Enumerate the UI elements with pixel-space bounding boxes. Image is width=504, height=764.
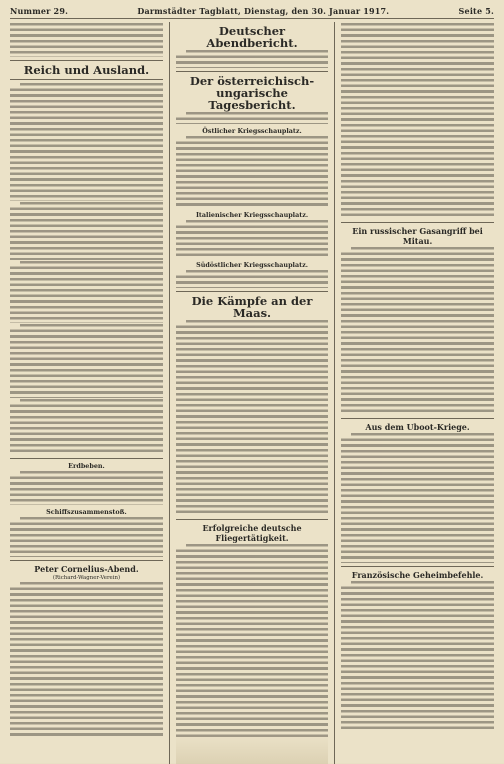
divider xyxy=(341,222,494,223)
divider xyxy=(176,71,329,72)
middle-column xyxy=(176,22,329,764)
article-text xyxy=(341,247,494,415)
article-text xyxy=(10,582,163,738)
heading-oestlicher-kriegsschauplatz: Östlicher Kriegsschauplatz. xyxy=(202,127,302,135)
divider xyxy=(341,418,494,419)
divider xyxy=(341,566,494,567)
subheading-peter-cornelius: (Richard-Wagner-Verein) xyxy=(52,575,121,581)
left-column xyxy=(10,22,163,764)
article-text xyxy=(10,471,163,505)
article-text xyxy=(176,220,329,258)
page-number: Seite 5. xyxy=(458,6,494,16)
masthead xyxy=(10,6,494,19)
right-column xyxy=(341,22,494,764)
article-text xyxy=(341,23,494,219)
article-text xyxy=(341,581,494,731)
article-text xyxy=(176,270,329,288)
issue-number: Nummer 29. xyxy=(10,6,69,16)
heading-franzoesische-geheimbefehle: Französische Geheimbefehle. xyxy=(351,570,484,580)
heading-peter-cornelius-abend: Peter Cornelius-Abend. xyxy=(34,564,139,574)
heading-suedoestlicher-kriegsschauplatz: Südöstlicher Kriegsschauplatz. xyxy=(196,261,308,269)
article-text xyxy=(176,112,329,124)
article-text xyxy=(10,23,163,57)
divider xyxy=(10,560,163,561)
heading-erdbeben: Erdbeben. xyxy=(68,462,105,470)
divider xyxy=(176,519,329,520)
heading-reich-und-ausland: Reich und Ausland. xyxy=(23,63,150,77)
column-divider xyxy=(334,22,335,764)
article-text xyxy=(10,261,163,323)
article-text xyxy=(176,544,329,740)
heading-deutscher-abendbericht: Deutscher Abendbericht. xyxy=(206,24,298,50)
heading-schiffszusammenstoss: Schiffszusammenstoß. xyxy=(46,508,127,516)
heading-gasangriff-mitau: Ein russischer Gasangriff bei Mitau. xyxy=(352,226,483,246)
column-divider xyxy=(169,22,170,764)
article-text xyxy=(10,399,163,455)
divider xyxy=(10,60,163,61)
article-text xyxy=(10,83,163,201)
article-text xyxy=(176,320,329,516)
article-text xyxy=(10,517,163,557)
heading-kaempfe-an-der-maas: Die Kämpfe an der Maas. xyxy=(191,294,313,320)
article-text xyxy=(176,136,329,208)
article-text xyxy=(341,433,494,563)
article-text xyxy=(176,50,329,68)
divider xyxy=(10,458,163,459)
divider xyxy=(176,291,329,292)
newspaper-title: Darmstädter Tagblatt, Dienstag, den 30. Januar 1917. xyxy=(137,6,390,16)
divider xyxy=(10,79,163,80)
heading-italienischer-kriegsschauplatz: Italienischer Kriegsschauplatz. xyxy=(195,211,309,219)
article-text xyxy=(10,324,163,398)
heading-oesterreichischer-tagesbericht: Der österreichisch-ungarische Tagesbericht. xyxy=(189,74,315,112)
heading-uboot-kriege: Aus dem Uboot-Kriege. xyxy=(365,422,470,432)
heading-fliegertaetigkeit: Erfolgreiche deutsche Fliegertätigkeit. xyxy=(202,523,302,543)
article-text xyxy=(10,202,163,260)
